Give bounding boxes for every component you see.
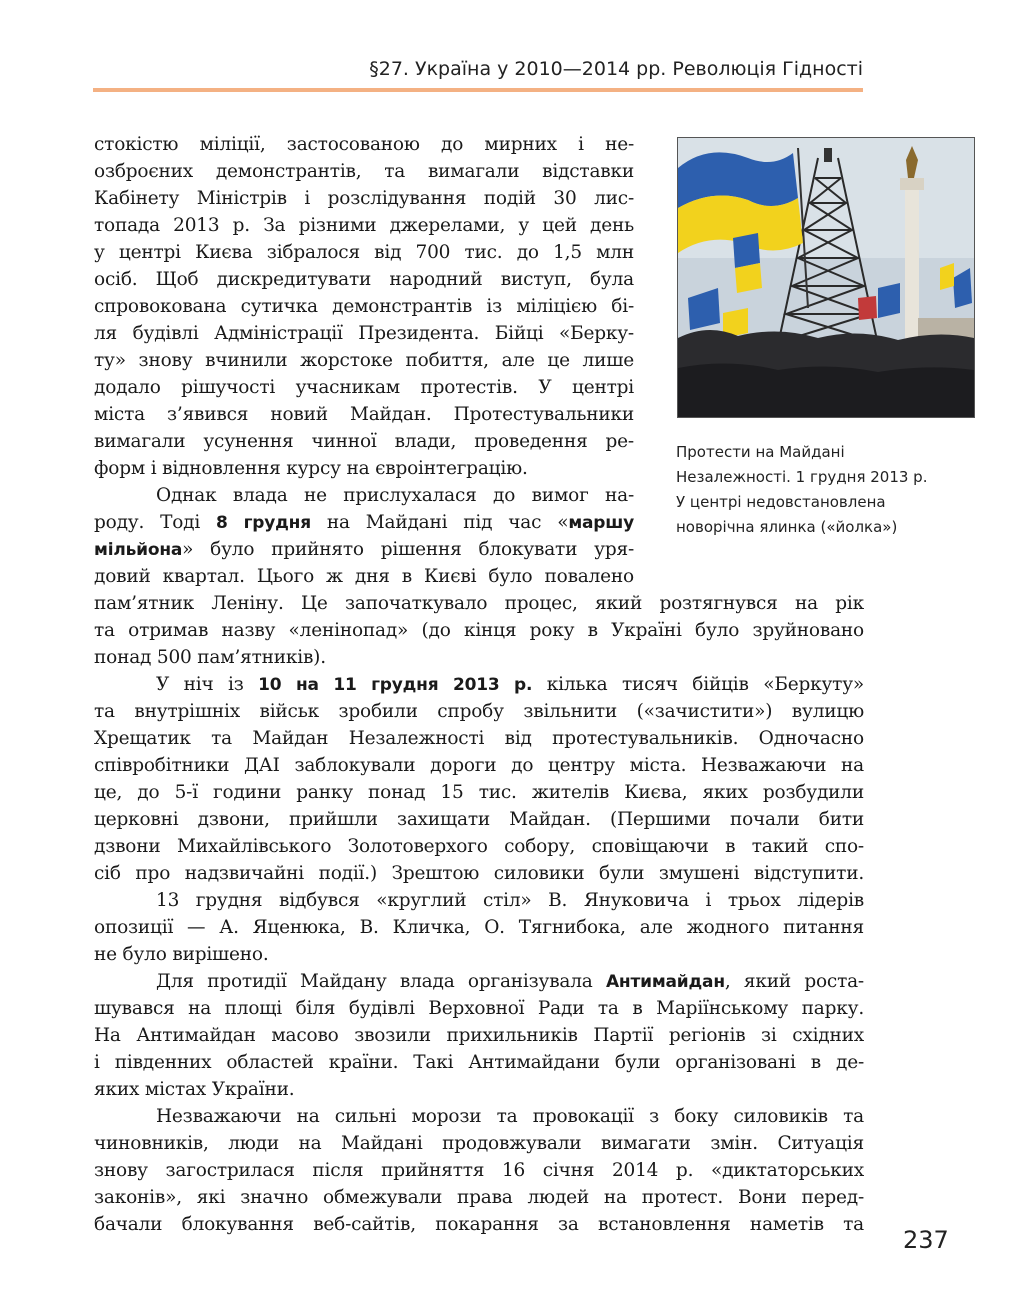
text-line: церковні дзвони, прийшли захищати Майдан. (Першими почали бити	[94, 809, 864, 830]
header-rule	[93, 88, 863, 92]
body-text	[94, 131, 864, 1238]
text-line: осіб. Щоб дискредитувати народний виступ, була	[94, 269, 634, 290]
text-line: законів», які значно обмежували права людей на протест. Вони перед-	[94, 1187, 864, 1208]
text-line: чиновників, люди на Майдані продовжували вимагати змін. Ситуація	[94, 1133, 864, 1154]
bold-term: Антимайдан	[605, 972, 725, 992]
text-line: На Антимайдан масово звозили прихильників Партії регіонів зі східних	[94, 1025, 864, 1046]
text-line: топада 2013 р. За різними джерелами, у цей день	[94, 215, 634, 236]
text-line: і південних областей країни. Такі Антимайдани були організовані в де-	[94, 1052, 864, 1073]
text-line: спровокована сутичка демонстрантів із міліцією бі-	[94, 296, 634, 317]
text-line: Кабінету Міністрів і розслідування подій 30 лис-	[94, 188, 634, 209]
text-line: у центрі Києва зібралося від 700 тис. до 1,5 млн	[94, 242, 634, 263]
bold-date: 8 грудня	[216, 513, 311, 533]
text-line: довий квартал. Цього ж дня в Києві було повалено	[94, 566, 634, 587]
bold-date: 10 на 11 грудня 2013 р.	[258, 675, 533, 695]
text-line: опозиції — А. Яценюка, В. Кличка, О. Тягнибока, але жодного питання	[94, 917, 864, 938]
text-line: співробітники ДАІ заблокували дороги до центру міста. Незважаючи на	[94, 755, 864, 776]
text-line: дзвони Михайлівського Золотоверхого собору, сповіщаючи в такий спо-	[94, 836, 864, 857]
page-number: 237	[903, 1226, 949, 1254]
text-line: шувався на площі біля будівлі Верховної Ради та в Маріїнському парку.	[94, 998, 864, 1019]
text-line: міста з’явився новий Майдан. Протестувальники	[94, 404, 634, 425]
text-line: вимагали усунення чинної влади, проведення ре-	[94, 431, 634, 452]
text-line: Незважаючи на сильні морози та провокації з боку силовиків та	[156, 1106, 864, 1127]
text-line: мільйона» було прийнято рішення блокувати уря-	[94, 539, 634, 560]
text-line: Хрещатик та Майдан Незалежності від протестувальників. Одночасно	[94, 728, 864, 749]
text-line: пам’ятник Леніну. Це започаткувало процес, який розтягнувся на рік	[94, 593, 864, 614]
text-line: Для протидії Майдану влада організувала Антимайдан, який роста-	[156, 971, 864, 992]
text-line: форм і відновлення курсу на євроінтеграцію.	[94, 458, 528, 479]
text-line: роду. Тоді 8 грудня на Майдані під час «маршу	[94, 512, 634, 533]
text-line: У ніч із 10 на 11 грудня 2013 р. кілька тисяч бійців «Беркуту»	[156, 674, 864, 695]
text-line: та внутрішніх військ зробили спробу звільнити («зачистити») вулицю	[94, 701, 864, 722]
text-line: ля будівлі Адміністрації Президента. Бійці «Берку-	[94, 323, 634, 344]
text-line: ту» знову вчинили жорстоке побиття, але це лише	[94, 350, 634, 371]
text-line: 13 грудня відбувся «круглий стіл» В. Януковича і трьох лідерів	[156, 890, 864, 911]
caption-line: новорічна ялинка («йолка»)	[676, 518, 898, 536]
text-line: та отримав назву «ленінопад» (до кінця року в Україні було зруйновано	[94, 620, 864, 641]
caption-line: У центрі недовстановлена	[676, 493, 886, 511]
text-line: стокістю міліції, застосованою до мирних і не-	[94, 134, 634, 155]
text-line: сіб про надзвичайні події.) Зрештою силовики були змушені відступити.	[94, 863, 864, 884]
running-header: §27. Україна у 2010—2014 рр. Революція Гідності	[369, 58, 863, 80]
caption-line: Незалежності. 1 грудня 2013 р.	[676, 468, 928, 486]
text-line: це, до 5-ї години ранку понад 15 тис. жителів Києва, яких розбудили	[94, 782, 864, 803]
bold-term: маршу	[568, 513, 634, 533]
text-line: озброєних демонстрантів, та вимагали відставки	[94, 161, 634, 182]
text-line: не було вирішено.	[94, 944, 269, 965]
text-line: знову загострилася після прийняття 16 січня 2014 р. «диктаторських	[94, 1160, 864, 1181]
bold-term: мільйона	[94, 540, 183, 560]
caption-line: Протести на Майдані	[676, 443, 845, 461]
text-line: яких містах України.	[94, 1079, 295, 1100]
text-line: бачали блокування веб-сайтів, покарання за встановлення наметів та	[94, 1214, 864, 1235]
text-line: Однак влада не прислухалася до вимог на-	[156, 485, 634, 506]
text-line: понад 500 пам’ятників).	[94, 647, 326, 668]
text-line: додало рішучості учасникам протестів. У центрі	[94, 377, 634, 398]
